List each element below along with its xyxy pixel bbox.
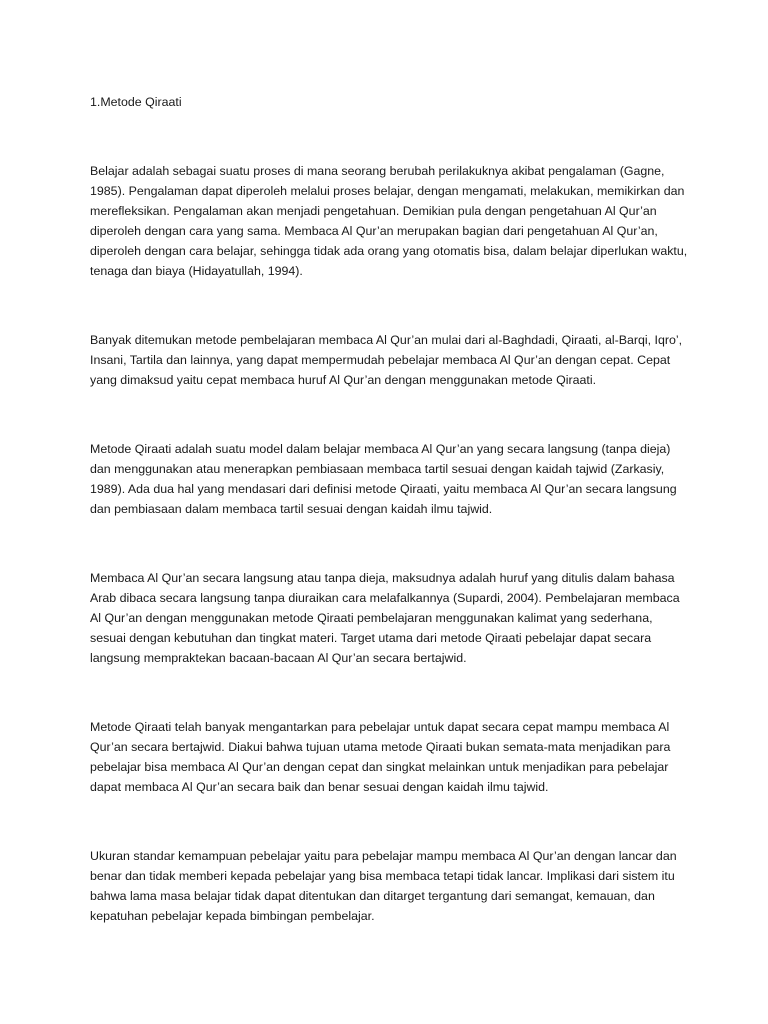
paragraph-4: Membaca Al Qur’an secara langsung atau tanpa dieja, maksudnya adalah huruf yang ditulis dalam bahasa Arab dibaca secara langsung tanpa diuraikan cara melafalkannya (Supardi, 2004). Pembelajaran membaca Al Qur’an dengan menggunakan metode Qiraati pembelajaran menggunakan kalimat yang sederhana, sesuai dengan kebutuhan dan tingkat materi. Target utama dari metode Qiraati pebelajar dapat secara langsung mempraktekan bacaan-bacaan Al Qur’an secara bertajwid. (90, 571, 680, 665)
section-heading: 1.Metode Qiraati (90, 95, 182, 109)
paragraph-2: Banyak ditemukan metode pembelajaran membaca Al Qur’an mulai dari al-Baghdadi, Qiraati, al-Barqi, Iqro’, Insani, Tartila dan lainnya, yang dapat mempermudah pebelajar membaca Al Qur’an dengan cepat. Cepat yang dimaksud yaitu cepat membaca huruf Al Qur’an dengan menggunakan metode Qiraati. (90, 333, 683, 387)
paragraph-1: Belajar adalah sebagai suatu proses di mana seorang berubah perilakuknya akibat pengalaman (Gagne, 1985). Pengalaman dapat diperoleh melalui proses belajar, dengan mengamati, melakukan, memikirkan dan merefleksikan. Pengalaman akan menjadi pengetahuan. Demikian pula dengan pengetahuan Al Qur’an diperoleh dengan cara yang sama. Membaca Al Qur’an merupakan bagian dari pengetahuan Al Qur’an, diperoleh dengan cara belajar, sehingga tidak ada orang yang otomatis bisa, dalam belajar diperlukan waktu, tenaga dan biaya (Hidayatullah, 1994). (90, 164, 688, 278)
document-body (90, 92, 690, 975)
paragraph-5: Metode Qiraati telah banyak mengantarkan para pebelajar untuk dapat secara cepat mampu membaca Al Qur’an secara bertajwid. Diakui bahwa tujuan utama metode Qiraati bukan semata-mata menjadikan para pebelajar bisa membaca Al Qur’an dengan cepat dan singkat melainkan untuk menjadikan para pebelajar dapat membaca Al Qur’an secara baik dan benar sesuai dengan kaidah ilmu tajwid. (90, 720, 671, 794)
paragraph-3: Metode Qiraati adalah suatu model dalam belajar membaca Al Qur’an yang secara langsung (tanpa dieja) dan menggunakan atau menerapkan pembiasaan membaca tartil sesuai dengan kaidah tajwid (Zarkasiy, 1989). Ada dua hal yang mendasari dari definisi metode Qiraati, yaitu membaca Al Qur’an secara langsung dan pembiasaan dalam membaca tartil sesuai dengan kaidah ilmu tajwid. (90, 442, 677, 516)
paragraph-6: Ukuran standar kemampuan pebelajar yaitu para pebelajar mampu membaca Al Qur’an dengan lancar dan benar dan tidak memberi kepada pebelajar yang bisa membaca tetapi tidak lancar. Implikasi dari sistem itu bahwa lama masa belajar tidak dapat ditentukan dan ditarget tergantung dari semangat, kemauan, dan kepatuhan pebelajar kepada bimbingan pembelajar. (90, 849, 677, 923)
